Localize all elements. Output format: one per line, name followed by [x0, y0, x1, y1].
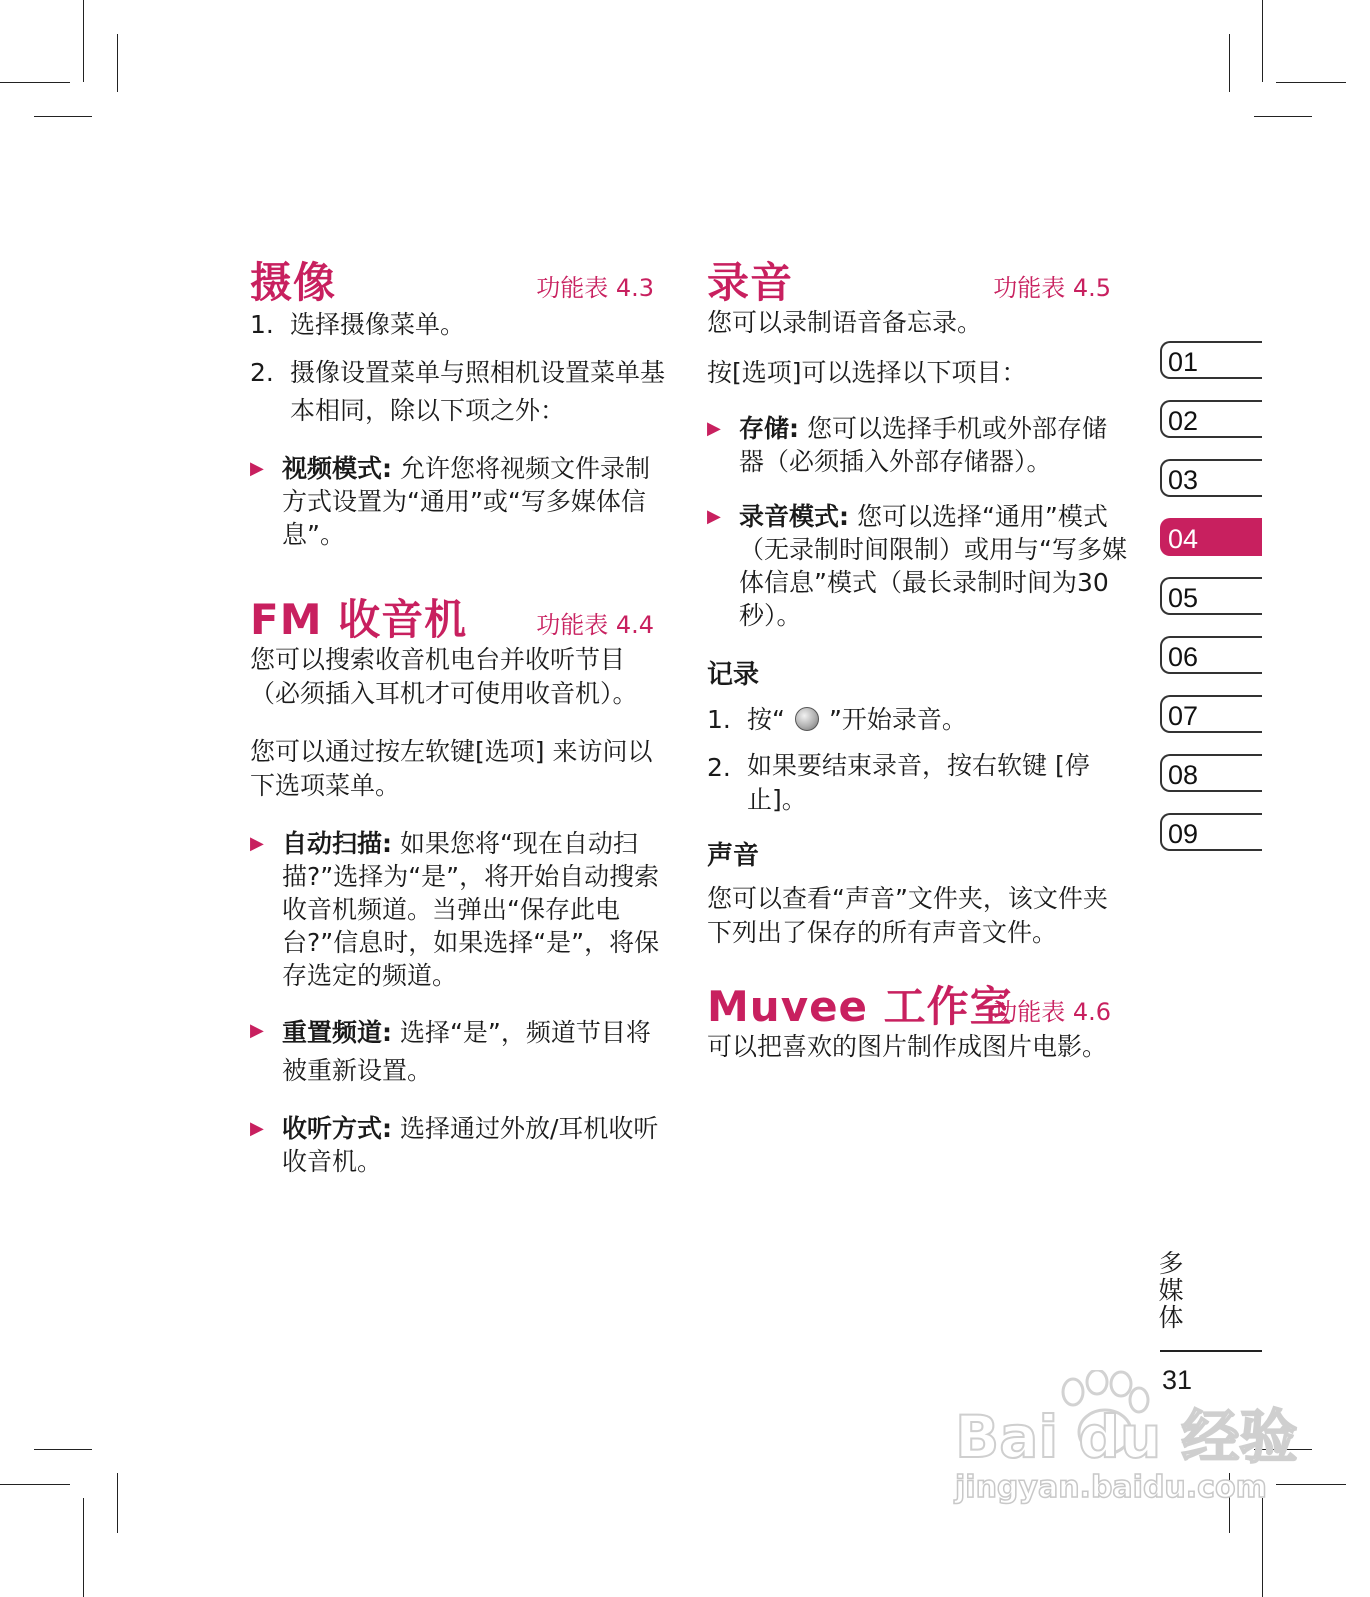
bullet-term: 存储:: [739, 414, 799, 443]
menu-reference: 功能表 4.3: [536, 274, 654, 302]
watermark-brand: Bai du 经验: [955, 1403, 1298, 1471]
menu-reference: 功能表 4.5: [993, 274, 1111, 302]
crop-mark: [1254, 116, 1312, 117]
step-text: 按“: [747, 705, 785, 734]
ok-button-icon: [795, 707, 819, 731]
paragraph: 您可以录制语音备忘录。: [707, 308, 983, 337]
crop-mark: [0, 82, 70, 83]
bullet-triangle-icon: ▶: [707, 506, 721, 527]
chapter-tab[interactable]: 02: [1160, 400, 1262, 438]
bullet-item: [250, 827, 670, 992]
bullet-text: 选择“是”，频道节目将被重新设置。: [282, 1018, 651, 1085]
right-column: [707, 250, 1127, 1080]
section-camcorder: [250, 250, 670, 551]
step: [707, 749, 1127, 817]
bullet-triangle-icon: ▶: [250, 458, 264, 479]
bullet-text: 选择通过外放/耳机收听收音机。: [282, 1114, 659, 1176]
step-text: 如果要结束录音，按右软键 [停止]。: [747, 751, 1090, 814]
chapter-side-label: 多媒体: [1155, 1250, 1184, 1331]
step-number: 2.: [250, 358, 274, 387]
chapter-tab-active[interactable]: 04: [1160, 518, 1262, 556]
crop-mark: [1229, 34, 1230, 92]
section-fm-radio: [250, 587, 670, 1178]
left-column: [250, 250, 670, 1200]
bullet-text: 您可以选择手机或外部存储器（必须插入外部存储器）。: [739, 414, 1107, 476]
step-text: ”开始录音。: [828, 705, 967, 734]
crop-mark: [34, 1449, 92, 1450]
section-muvee-studio: [707, 974, 1127, 1064]
subsection-title: 记录: [707, 660, 760, 690]
chapter-tab[interactable]: 03: [1160, 459, 1262, 497]
paragraph: 您可以查看“声音”文件夹，该文件夹下列出了保存的所有声音文件。: [707, 884, 1108, 947]
paragraph: 您可以搜索收音机电台并收听节目（必须插入耳机才可使用收音机）。: [250, 645, 638, 708]
section-title: 录音: [707, 258, 794, 307]
crop-mark: [1276, 82, 1346, 83]
bullet-text: 允许您将视频文件录制方式设置为“通用”或“写多媒体信息”。: [282, 454, 650, 549]
step: [250, 354, 670, 430]
paragraph: 您可以通过按左软键[选项] 来访问以下选项菜单。: [250, 737, 653, 800]
section-voice-recorder: [707, 250, 1127, 632]
bullet-term: 录音模式:: [739, 502, 849, 531]
step: [250, 306, 670, 344]
bullet-item: [250, 452, 670, 551]
bullet-triangle-icon: ▶: [250, 1118, 264, 1139]
menu-reference: 功能表 4.6: [993, 998, 1111, 1026]
baidu-watermark: [955, 1370, 1298, 1520]
paragraph: 可以把喜欢的图片制作成图片电影。: [707, 1032, 1108, 1061]
menu-reference: 功能表 4.4: [536, 611, 654, 639]
crop-mark: [83, 0, 84, 82]
page-number-rule: [1160, 1350, 1262, 1352]
section-title: Muvee 工作室: [707, 982, 1013, 1031]
bullet-term: 视频模式:: [282, 454, 392, 483]
bullet-item: [250, 1014, 670, 1090]
bullet-text: 如果您将“现在自动扫描?”选择为“是”，将开始自动搜索收音机频道。当弹出“保存此电台?”信息时，如果选择“是”，将保存选定的频道。: [282, 829, 660, 990]
crop-mark: [0, 1484, 70, 1485]
chapter-tab[interactable]: 05: [1160, 577, 1262, 615]
step-text: 选择摄像菜单。: [290, 310, 466, 339]
crop-mark: [1276, 1484, 1346, 1485]
bullet-term: 重置频道:: [282, 1018, 392, 1047]
section-title: FM 收音机: [250, 595, 468, 644]
subsection-title: 声音: [707, 841, 760, 871]
step-number: 1.: [250, 310, 274, 339]
section-title: 摄像: [250, 258, 337, 307]
crop-mark: [83, 1498, 84, 1597]
step: [707, 701, 1127, 739]
step-number: 2.: [707, 753, 731, 782]
chapter-tabs: [1160, 341, 1262, 872]
section-record: [707, 654, 1127, 817]
bullet-term: 收听方式:: [282, 1114, 392, 1143]
bullet-item: [250, 1112, 670, 1178]
bullet-item: [707, 412, 1127, 478]
paragraph: 按[选项]可以选择以下项目：: [707, 358, 1027, 387]
bullet-item: [707, 500, 1127, 632]
chapter-tab[interactable]: 01: [1160, 341, 1262, 379]
crop-mark: [117, 34, 118, 92]
chapter-tab[interactable]: 06: [1160, 636, 1262, 674]
crop-mark: [117, 1473, 118, 1533]
bullet-triangle-icon: ▶: [250, 1020, 264, 1041]
section-sounds: [707, 835, 1127, 950]
bullet-text: 您可以选择“通用”模式（无录制时间限制）或用与“写多媒体信息”模式（最长录制时间为30秒）。: [739, 502, 1127, 630]
chapter-tab[interactable]: 07: [1160, 695, 1262, 733]
crop-mark: [34, 116, 92, 117]
bullet-triangle-icon: ▶: [707, 418, 721, 439]
crop-mark: [1262, 0, 1263, 82]
bullet-triangle-icon: ▶: [250, 833, 264, 854]
step-number: 1.: [707, 705, 731, 734]
page-number: 31: [1162, 1365, 1193, 1395]
chapter-tab[interactable]: 09: [1160, 813, 1262, 851]
chapter-tab[interactable]: 08: [1160, 754, 1262, 792]
watermark-url: jingyan.baidu.com: [955, 1470, 1267, 1505]
bullet-term: 自动扫描:: [282, 829, 392, 858]
step-text: 摄像设置菜单与照相机设置菜单基本相同，除以下项之外：: [290, 358, 666, 425]
